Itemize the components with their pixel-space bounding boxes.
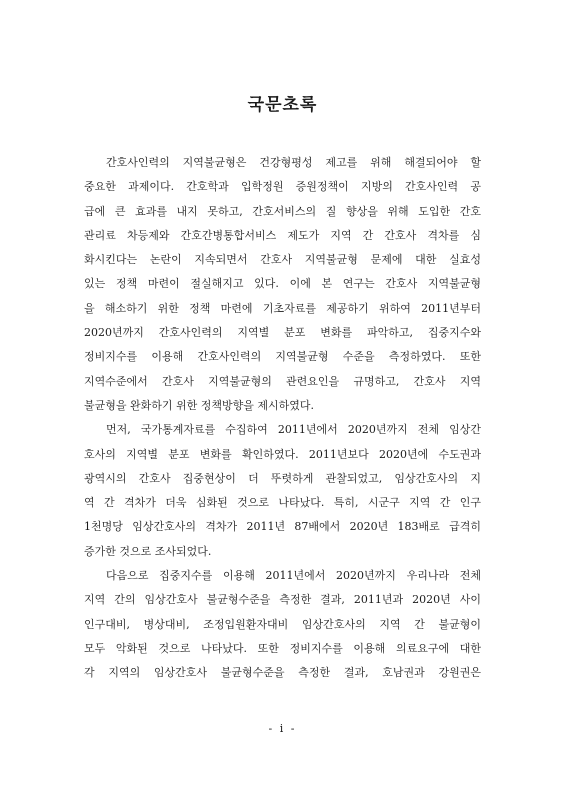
paragraph-1 [84, 151, 481, 418]
text-line: 먼저, 국가통계자료를 수집하여 2011년에서 2020년까지 전체 임상간 [106, 423, 481, 437]
paragraph-2 [84, 418, 481, 564]
text-line: 정비지수를 이용해 간호사인력의 지역불균형 수준을 측정하였다. 또한 [84, 350, 481, 364]
text-line: 증가한 것으로 조사되었다. [84, 544, 212, 558]
text-line: 지역수준에서 간호사 지역불균형의 관련요인을 규명하고, 간호사 지역 [84, 374, 481, 388]
text-line: 관리료 차등제와 간호간병통합서비스 제도가 지역 간 간호사 격차를 심 [84, 228, 481, 242]
text-line: 화시킨다는 논란이 지속되면서 간호사 지역불균형 문제에 대한 실효성 [84, 253, 481, 267]
text-line: 중요한 과제이다. 간호학과 입학정원 증원정책이 지방의 간호사인력 공 [84, 180, 481, 194]
text-line: 지역 간의 임상간호사 불균형수준을 측정한 결과, 2011년과 2020년 사이 [84, 593, 481, 607]
text-line: 간호사인력의 지역불균형은 건강형평성 제고를 위해 해결되어야 할 [106, 156, 481, 169]
text-line: 을 해소하기 위한 정책 마련에 기초자료를 제공하기 위하여 2011년부터 [84, 301, 481, 315]
paragraph-3 [84, 564, 481, 685]
text-line: 다음으로 집중지수를 이용해 2011년에서 2020년까지 우리나라 전체 [106, 569, 481, 583]
page-number: - i - [268, 722, 297, 735]
text-line: 광역시의 간호사 집중현상이 더 뚜렷하게 관찰되었고, 임상간호사의 지 [84, 471, 481, 485]
text-line: 2020년까지 간호사인력의 지역별 분포 변화를 파악하고, 집중지수와 [84, 326, 481, 340]
text-line: 호사의 지역별 분포 변화를 확인하였다. 2011년보다 2020년에 수도권과 [84, 447, 481, 461]
text-line: 있는 정책 마련이 절실해지고 있다. 이에 본 연구는 간호사 지역불균형 [84, 277, 481, 291]
text-line: 각 지역의 임상간호사 불균형수준을 측정한 결과, 호남권과 강원권은 [84, 666, 481, 680]
page-title: 국문초록 [247, 95, 318, 115]
text-line: 불균형을 완화하기 위한 정책방향을 제시하였다. [84, 398, 315, 412]
abstract-body [84, 151, 481, 686]
text-line: 역 간 격차가 더욱 심화된 것으로 나타났다. 특히, 시군구 지역 간 인구 [84, 496, 481, 510]
text-line: 1천명당 임상간호사의 격차가 2011년 87배에서 2020년 183배로 급격히 [84, 520, 481, 534]
text-line: 인구대비, 병상대비, 조정입원환자대비 임상간호사의 지역 간 불균형이 [84, 617, 481, 631]
text-line: 모두 악화된 것으로 나타났다. 또한 정비지수를 이용해 의료요구에 대한 [84, 641, 481, 655]
text-line: 급에 큰 효과를 내지 못하고, 간호서비스의 질 향상을 위해 도입한 간호 [84, 204, 481, 218]
